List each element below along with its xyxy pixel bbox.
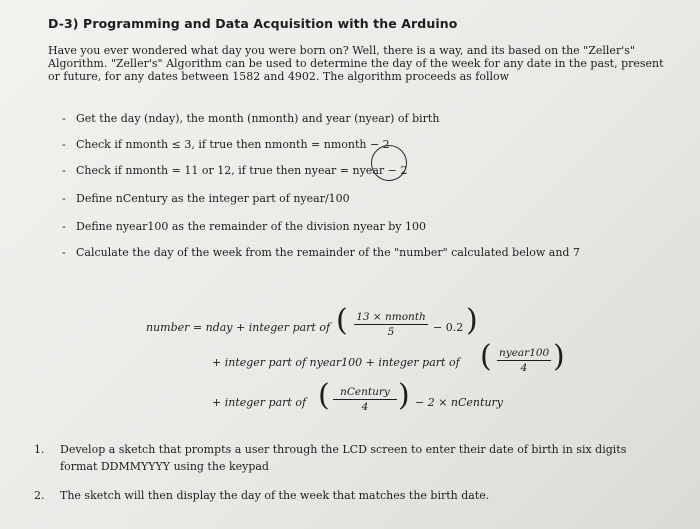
close-paren: ) (398, 378, 410, 413)
step-text: Get the day (nday), the month (nmonth) and year (nyear) of birth (76, 112, 440, 125)
fraction-13-nmonth (354, 311, 428, 338)
step-item (62, 138, 390, 151)
fraction-denominator: 5 (387, 326, 395, 338)
formula-minus: − 0.2 (433, 321, 464, 334)
intro-line: Have you ever wondered what day you were born on? Well, there is a way, and its based on the "Zeller's" (48, 44, 635, 57)
step-dash: - (62, 246, 66, 259)
fraction-numerator: nyear100 (499, 347, 550, 359)
fraction-denominator: 4 (361, 401, 369, 413)
step-item (62, 220, 426, 233)
formula-line-3: + integer part of (212, 396, 307, 409)
close-paren: ) (466, 303, 478, 338)
step-dash: - (62, 192, 66, 205)
handwritten-circle-mark (371, 145, 407, 181)
task-item (34, 442, 626, 458)
intro-line: or future, for any dates between 1582 and 4902. The algorithm proceeds as follow (48, 70, 510, 83)
step-dash: - (62, 138, 66, 151)
fraction-ncentury (333, 386, 397, 413)
formula-line-2: + integer part of nyear100 + integer part of (212, 356, 460, 369)
step-item (62, 112, 439, 125)
step-dash: - (62, 112, 66, 125)
step-text: Check if nmonth ≤ 3, if true then nmonth = nmonth − 2 (76, 138, 390, 151)
fraction-numerator: nCentury (333, 386, 397, 400)
step-text: Define nCentury as the integer part of nyear/100 (76, 192, 350, 205)
formula-tail: − 2 × nCentury (415, 396, 503, 409)
open-paren: ( (336, 303, 348, 338)
step-text: Define nyear100 as the remainder of the division nyear by 100 (76, 220, 426, 233)
task-item (34, 488, 489, 504)
fraction-denominator: 4 (520, 362, 528, 374)
open-paren: ( (480, 339, 492, 374)
step-text: Calculate the day of the week from the remainder of the "number" calculated below and 7 (76, 246, 580, 259)
close-paren: ) (553, 339, 565, 374)
task-text: Develop a sketch that prompts a user through the LCD screen to enter their date of birth in six digits (60, 443, 627, 456)
fraction-numerator: 13 × nmonth (354, 311, 428, 325)
task-number: 1. (34, 443, 45, 456)
step-item (62, 164, 407, 177)
task-number: 2. (34, 489, 45, 502)
step-text: Check if nmonth = 11 or 12, if true then nyear = nyear − 2 (76, 164, 408, 177)
task-item (34, 459, 269, 475)
intro-line: Algorithm. "Zeller's" Algorithm can be used to determine the day of the week for any date in the past, present (48, 57, 664, 70)
intro-paragraph (48, 44, 664, 83)
task-text: The sketch will then display the day of the week that matches the birth date. (60, 489, 490, 502)
open-paren: ( (318, 378, 330, 413)
step-dash: - (62, 220, 66, 233)
section-title: D-3) Programming and Data Acquisition with the Arduino (48, 16, 458, 31)
task-text: format DDMMYYYY using the keypad (60, 460, 269, 473)
step-item (62, 192, 350, 205)
formula-line-1: number = nday + integer part of (146, 321, 331, 334)
step-item (62, 246, 580, 259)
step-dash: - (62, 164, 66, 177)
fraction-nyear100 (497, 347, 551, 374)
